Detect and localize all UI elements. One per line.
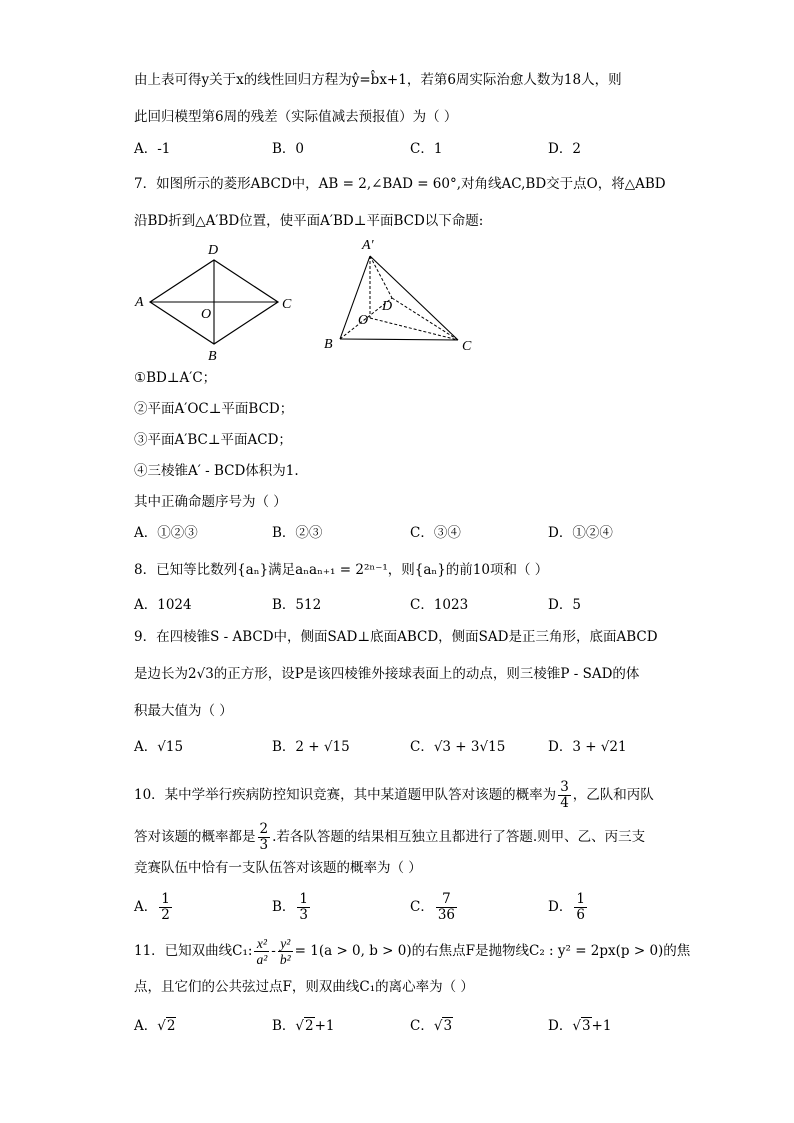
option-label: C． xyxy=(410,899,434,915)
radicand: 2 xyxy=(305,1018,314,1034)
q11-option-b: B．√2+1 xyxy=(272,1018,335,1034)
q10-line2 xyxy=(134,822,645,853)
q7-option-c: C．③④ xyxy=(410,525,461,541)
q10-options xyxy=(134,892,694,922)
q10-option-a xyxy=(134,892,174,923)
option-fraction xyxy=(574,892,587,923)
option-label: B． xyxy=(272,1018,296,1034)
q11-option-d: D．√3+1 xyxy=(548,1018,612,1034)
q6-option-c: C．1 xyxy=(410,141,443,157)
fraction-numerator: 3 xyxy=(560,779,569,795)
option-fraction xyxy=(436,892,457,923)
q10-line2-text-a: 答对该题的概率都是 xyxy=(134,829,256,845)
fraction-numerator: 2 xyxy=(259,821,269,837)
fraction-denominator: 36 xyxy=(437,907,456,923)
edge-a-d xyxy=(370,256,392,298)
q7-option-a: A．①②③ xyxy=(134,525,198,541)
q8-option-b: B．512 xyxy=(272,597,322,613)
q6-option-b: B．0 xyxy=(272,141,305,157)
fraction-numerator: 1 xyxy=(576,891,585,907)
option-label: C． xyxy=(410,1018,434,1034)
option-tail: +1 xyxy=(314,1018,335,1034)
q11-line1-text-a: 11．已知双曲线C₁: xyxy=(134,943,253,959)
rhombus-label-c: C xyxy=(282,297,292,312)
pyramid-label-d: D xyxy=(382,299,393,314)
q10-line2-text-b: .若各队答题的结果相互独立且都进行了答题.则甲、乙、丙三支 xyxy=(272,829,646,845)
fraction-numerator: 1 xyxy=(299,891,309,907)
q10-option-c xyxy=(410,892,459,923)
edge-b-c xyxy=(340,339,458,340)
q8-options xyxy=(134,595,694,615)
q7-option-b: B．②③ xyxy=(272,525,323,541)
rhombus-label-o: O xyxy=(201,307,212,322)
option-label: D． xyxy=(548,899,573,915)
fraction-numerator: 1 xyxy=(161,891,170,907)
q6-line1: 由上表可得y关于x的线性回归方程为ŷ=b̂x+1，若第6周实际治愈人数为18人，则 xyxy=(134,72,622,88)
q9-option-a: A．√15 xyxy=(134,739,184,755)
fraction-numerator: x² xyxy=(254,936,269,952)
q7-options xyxy=(134,523,694,543)
option-label: D． xyxy=(548,1018,573,1034)
edge-d-c xyxy=(392,298,458,340)
q10-fraction-3-4 xyxy=(558,780,571,811)
fraction-numerator: 7 xyxy=(436,892,457,908)
fraction-denominator: 3 xyxy=(259,837,269,853)
q10-option-b xyxy=(272,892,312,923)
q9-options xyxy=(134,737,694,757)
q7-option-d: D．①②④ xyxy=(548,525,613,541)
pyramid-label-b: B xyxy=(324,337,333,352)
fraction-denominator: 3 xyxy=(299,907,309,923)
q6-option-d: D．2 xyxy=(548,141,581,157)
option-fraction xyxy=(297,892,310,923)
q9-option-c: C．√3 + 3√15 xyxy=(410,739,506,755)
q11-option-c: C．√3 xyxy=(410,1018,453,1034)
q11-fraction-x2-a2 xyxy=(254,936,269,967)
fraction-denominator: 2 xyxy=(161,907,170,923)
q10-fraction-2-3 xyxy=(258,822,271,853)
q11-option-a: A．√2 xyxy=(134,1018,176,1034)
pyramid-figure xyxy=(316,236,486,356)
q8-option-c: C．1023 xyxy=(410,597,469,613)
q7-proposition-2: ②平面A′OC⊥平面BCD； xyxy=(134,401,294,417)
q7-proposition-1: ①BD⊥A′C； xyxy=(134,370,217,386)
q6-line2: 此回归模型第6周的残差（实际值减去预报值）为（ ） xyxy=(134,109,458,125)
fraction-numerator: y² xyxy=(278,936,293,952)
rhombus-label-a: A xyxy=(135,295,144,310)
option-fraction xyxy=(159,892,172,923)
q9-option-b: B．2 + √15 xyxy=(272,739,350,755)
q10-line1 xyxy=(134,780,654,811)
q11-line1 xyxy=(134,936,690,967)
rhombus-label-b: B xyxy=(208,349,217,364)
q8-option-a: A．1024 xyxy=(134,597,192,613)
pyramid-label-o: O xyxy=(358,313,369,328)
q8-option-d: D．5 xyxy=(548,597,581,613)
q10-line3: 竞赛队伍中恰有一支队伍答对该题的概率为（ ） xyxy=(134,860,422,876)
fraction-denominator: a² xyxy=(256,952,268,967)
q6-options xyxy=(134,139,694,159)
q7-line2: 沿BD折到△A′BD位置，使平面A′BD⊥平面BCD以下命题: xyxy=(134,213,484,229)
rhombus-label-d: D xyxy=(208,243,219,258)
q9-option-d: D．3 + √21 xyxy=(548,739,627,755)
q10-option-d xyxy=(548,892,589,923)
q8-line1: 8．已知等比数列{aₙ}满足aₙaₙ₊₁ = 2²ⁿ⁻¹，则{aₙ}的前10项和（ ） xyxy=(134,562,549,578)
q11-options xyxy=(134,1016,694,1036)
segment-o-c xyxy=(370,318,458,340)
q9-line1: 9．在四棱锥S - ABCD中，侧面SAD⊥底面ABCD，侧面SAD是正三角形，底面ABCD xyxy=(134,629,658,645)
q10-line1-text-a: 10．某中学举行疾病防控知识竞赛，其中某道题甲队答对该题的概率为 xyxy=(134,787,557,803)
option-label: B． xyxy=(272,899,296,915)
q11-fraction-y2-b2 xyxy=(278,936,293,967)
q11-minus: - xyxy=(271,943,276,959)
q7-proposition-3: ③平面A′BC⊥平面ACD； xyxy=(134,432,292,448)
q7-line1: 7．如图所示的菱形ABCD中，AB = 2,∠BAD = 60°,对角线AC,BD交于点O，将△ABD xyxy=(134,176,666,192)
q7-question: 其中正确命题序号为（ ） xyxy=(134,494,287,510)
pyramid-label-a-prime: A′ xyxy=(362,238,374,253)
q6-option-a: A．-1 xyxy=(134,141,171,157)
fraction-denominator: b² xyxy=(279,952,291,967)
radicand: 2 xyxy=(166,1018,176,1034)
q7-proposition-4: ④三棱锥A′ - BCD体积为1. xyxy=(134,463,299,479)
edge-a-c xyxy=(370,256,458,340)
option-label: A． xyxy=(134,899,158,915)
q11-line2: 点，且它们的公共弦过点F，则双曲线C₁的离心率为（ ） xyxy=(134,979,474,995)
option-label: A． xyxy=(134,1018,158,1034)
radicand: 3 xyxy=(443,1018,453,1034)
q11-line1-text-b: = 1(a > 0, b > 0)的右焦点F是抛物线C₂ : y² = 2px(p > 0)的焦 xyxy=(294,943,691,959)
q9-line2: 是边长为2√3的正方形，设P是该四棱锥外接球表面上的动点，则三棱锥P - SAD的体 xyxy=(134,666,640,682)
rhombus-figure xyxy=(128,238,308,366)
pyramid-label-c: C xyxy=(462,339,472,354)
q10-line1-text-b: ，乙队和丙队 xyxy=(572,787,654,803)
radicand: 3 xyxy=(581,1018,591,1034)
fraction-denominator: 4 xyxy=(560,795,569,811)
option-tail: +1 xyxy=(591,1018,612,1034)
fraction-denominator: 6 xyxy=(576,907,585,923)
q9-line3: 积最大值为（ ） xyxy=(134,703,233,719)
